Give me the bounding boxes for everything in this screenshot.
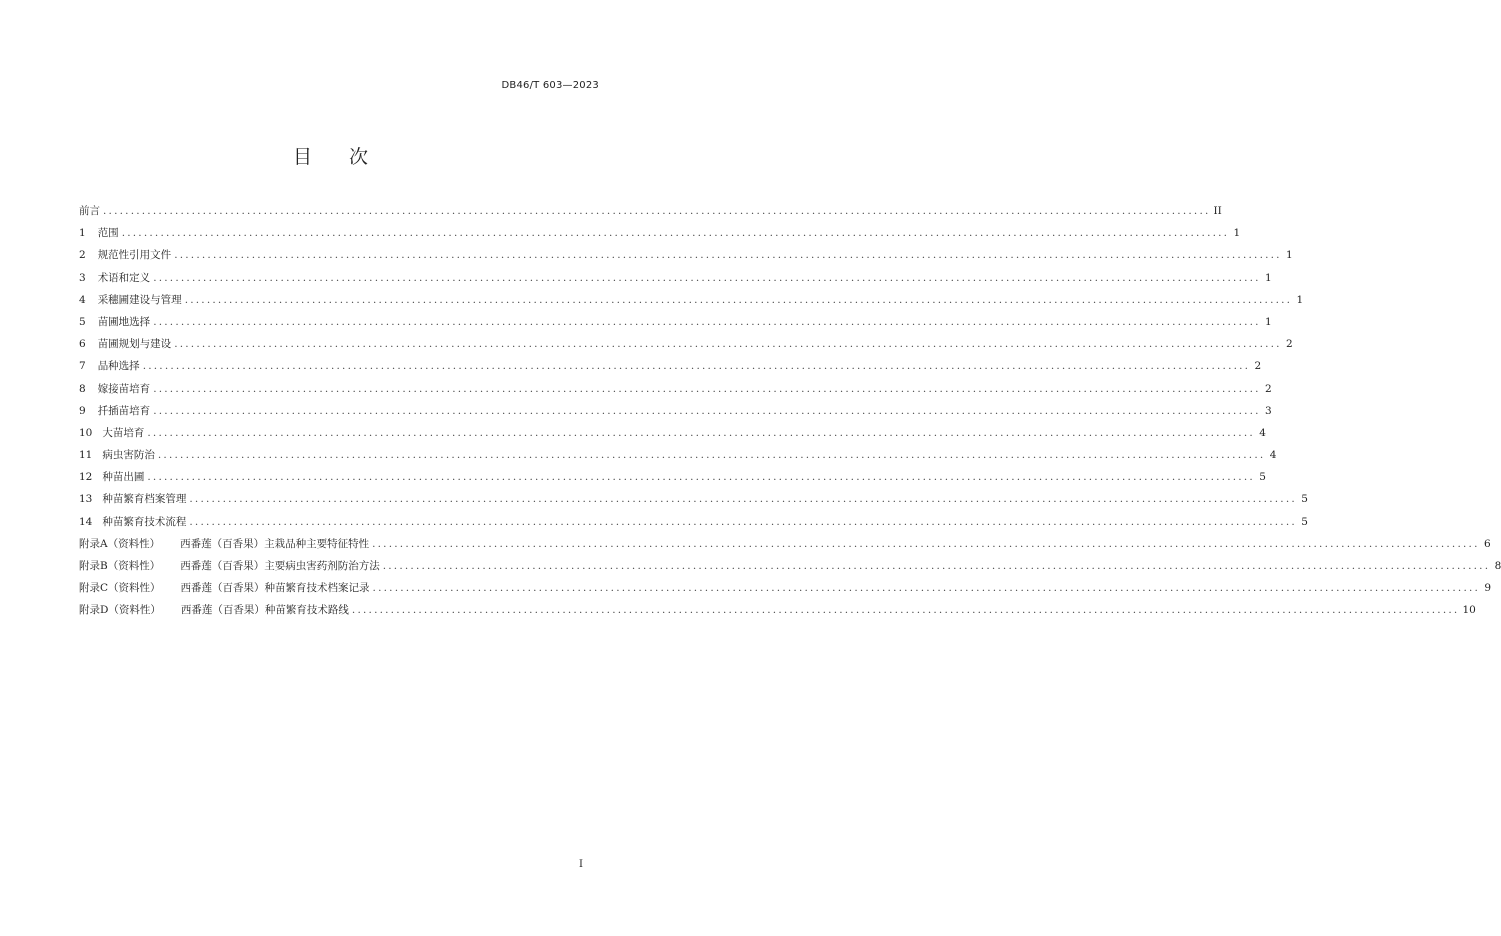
toc-entry[interactable] bbox=[79, 555, 1501, 577]
toc-entry-label: 种苗繁育档案管理 bbox=[102, 493, 187, 506]
toc-entry[interactable] bbox=[79, 244, 1293, 266]
toc-entry-page: 9 bbox=[1484, 582, 1492, 595]
toc-entry[interactable] bbox=[79, 289, 1304, 311]
toc-entry-page: 5 bbox=[1301, 515, 1308, 528]
toc-entry[interactable] bbox=[79, 488, 1308, 510]
toc-entry-page: 3 bbox=[1265, 404, 1272, 417]
toc-entry[interactable] bbox=[79, 378, 1272, 400]
toc-entry-page: 1 bbox=[1265, 315, 1272, 328]
toc-entry[interactable] bbox=[79, 422, 1266, 444]
toc-leader-dots: ........................................................................................................................................................................................................ bbox=[153, 315, 1261, 328]
toc-entry-number: 5 bbox=[79, 315, 86, 328]
toc-entry-label: 种苗出圃 bbox=[102, 471, 145, 484]
toc-entry-page: 1 bbox=[1296, 293, 1304, 306]
toc-leader-dots: ........................................................................................................................................................................................................ bbox=[147, 426, 1255, 439]
toc-leader-dots: ........................................................................................................................................................................................................ bbox=[121, 227, 1230, 240]
toc-leader-dots: ........................................................................................................................................................................................................ bbox=[382, 560, 1491, 572]
toc-entry[interactable] bbox=[79, 599, 1476, 621]
toc-entry-label: 苗圃地选择 bbox=[97, 315, 151, 328]
toc-leader-dots: ........................................................................................................................................................................................................ bbox=[174, 338, 1282, 351]
toc-entry-page: 6 bbox=[1483, 537, 1491, 550]
toc-entry-number: 10 bbox=[79, 426, 93, 439]
toc-entry[interactable] bbox=[79, 333, 1293, 355]
toc-entry-page: 4 bbox=[1269, 449, 1277, 462]
document-code: DB46/T 603—2023 bbox=[501, 80, 599, 91]
toc-entry-page: 1 bbox=[1265, 271, 1272, 284]
toc-entry-page: 2 bbox=[1254, 360, 1262, 373]
toc-entry-number: 4 bbox=[79, 293, 86, 306]
toc-leader-dots: ........................................................................................................................................................................................................ bbox=[103, 205, 1211, 217]
table-of-contents bbox=[79, 200, 1501, 622]
toc-leader-dots: ........................................................................................................................................................................................................ bbox=[351, 604, 1460, 617]
toc-entry[interactable] bbox=[79, 511, 1308, 533]
toc-entry-page: 2 bbox=[1286, 338, 1293, 351]
toc-leader-dots: ........................................................................................................................................................................................................ bbox=[372, 537, 1480, 550]
toc-leader-dots: ........................................................................................................................................................................................................ bbox=[174, 249, 1282, 262]
toc-entry[interactable] bbox=[79, 200, 1222, 222]
page-number: I bbox=[579, 859, 583, 870]
toc-entry-number: 附录D（资料性） bbox=[79, 604, 161, 617]
toc-leader-dots: ........................................................................................................................................................................................................ bbox=[153, 382, 1261, 395]
toc-entry-page: 4 bbox=[1259, 426, 1266, 439]
toc-entry-label: 品种选择 bbox=[97, 360, 140, 373]
toc-entry[interactable] bbox=[79, 400, 1272, 422]
toc-entry-page: 5 bbox=[1301, 493, 1308, 506]
toc-entry-number: 8 bbox=[79, 382, 86, 395]
toc-entry-number: 附录B（资料性） bbox=[79, 560, 161, 572]
toc-entry-number: 2 bbox=[79, 249, 86, 262]
toc-entry-page: II bbox=[1213, 205, 1222, 217]
toc-leader-dots: ........................................................................................................................................................................................................ bbox=[153, 404, 1261, 417]
toc-entry-label: 前言 bbox=[79, 205, 100, 217]
toc-entry[interactable] bbox=[79, 267, 1272, 289]
toc-entry-number: 9 bbox=[79, 404, 86, 417]
toc-entry-label: 西番莲（百香果）主栽品种主要特征特性 bbox=[180, 537, 370, 550]
toc-entry[interactable] bbox=[79, 533, 1491, 555]
toc-entry-number: 13 bbox=[79, 493, 93, 506]
toc-entry-label: 西番莲（百香果）种苗繁育技术档案记录 bbox=[180, 582, 370, 595]
toc-entry[interactable] bbox=[79, 577, 1492, 599]
toc-entry-label: 嫁接苗培育 bbox=[97, 382, 151, 395]
toc-entry[interactable] bbox=[79, 444, 1277, 466]
toc-entry-label: 西番莲（百香果）主要病虫害药剂防治方法 bbox=[180, 560, 380, 572]
toc-entry-page: 2 bbox=[1265, 382, 1272, 395]
toc-entry-label: 扦插苗培育 bbox=[97, 404, 151, 417]
toc-entry-label: 病虫害防治 bbox=[102, 449, 155, 462]
toc-entry-label: 范围 bbox=[97, 227, 119, 240]
toc-entry-label: 采穗圃建设与管理 bbox=[97, 293, 182, 306]
toc-entry-label: 规范性引用文件 bbox=[97, 249, 172, 262]
toc-leader-dots: ........................................................................................................................................................................................................ bbox=[184, 293, 1293, 306]
toc-entry-number: 14 bbox=[79, 515, 93, 528]
toc-title bbox=[0, 142, 662, 169]
toc-entry-number: 1 bbox=[79, 227, 86, 240]
toc-title-char-1: 目 bbox=[292, 146, 313, 168]
toc-entry-page: 1 bbox=[1286, 249, 1293, 262]
toc-entry-label: 大苗培育 bbox=[102, 426, 145, 439]
toc-leader-dots: ........................................................................................................................................................................................................ bbox=[157, 449, 1266, 462]
toc-entry-label: 种苗繁育技术流程 bbox=[102, 515, 187, 528]
toc-entry-number: 11 bbox=[79, 449, 93, 462]
toc-entry[interactable] bbox=[79, 311, 1272, 333]
toc-entry-number: 附录C（资料性） bbox=[79, 582, 161, 595]
toc-entry-number: 3 bbox=[79, 271, 86, 284]
toc-entry-number: 12 bbox=[79, 471, 93, 484]
toc-leader-dots: ........................................................................................................................................................................................................ bbox=[189, 515, 1297, 528]
toc-leader-dots: ........................................................................................................................................................................................................ bbox=[142, 360, 1251, 373]
toc-leader-dots: ........................................................................................................................................................................................................ bbox=[189, 493, 1297, 506]
toc-entry-label: 苗圃规划与建设 bbox=[97, 338, 172, 351]
toc-title-char-2: 次 bbox=[349, 146, 370, 168]
toc-leader-dots: ........................................................................................................................................................................................................ bbox=[147, 471, 1255, 484]
toc-entry-label: 术语和定义 bbox=[97, 271, 151, 284]
toc-entry[interactable] bbox=[79, 222, 1241, 244]
toc-entry[interactable] bbox=[79, 466, 1266, 488]
toc-entry-page: 5 bbox=[1259, 471, 1266, 484]
toc-entry-label: 西番莲（百香果）种苗繁育技术路线 bbox=[180, 604, 349, 617]
toc-entry-page: 8 bbox=[1494, 560, 1501, 572]
toc-leader-dots: ........................................................................................................................................................................................................ bbox=[372, 582, 1481, 595]
toc-entry[interactable] bbox=[79, 355, 1262, 377]
toc-entry-page: 1 bbox=[1233, 227, 1241, 240]
toc-leader-dots: ........................................................................................................................................................................................................ bbox=[153, 271, 1261, 284]
toc-entry-number: 6 bbox=[79, 338, 86, 351]
toc-entry-page: 10 bbox=[1462, 604, 1476, 617]
toc-entry-number: 附录A（资料性） bbox=[79, 537, 161, 550]
toc-entry-number: 7 bbox=[79, 360, 86, 373]
